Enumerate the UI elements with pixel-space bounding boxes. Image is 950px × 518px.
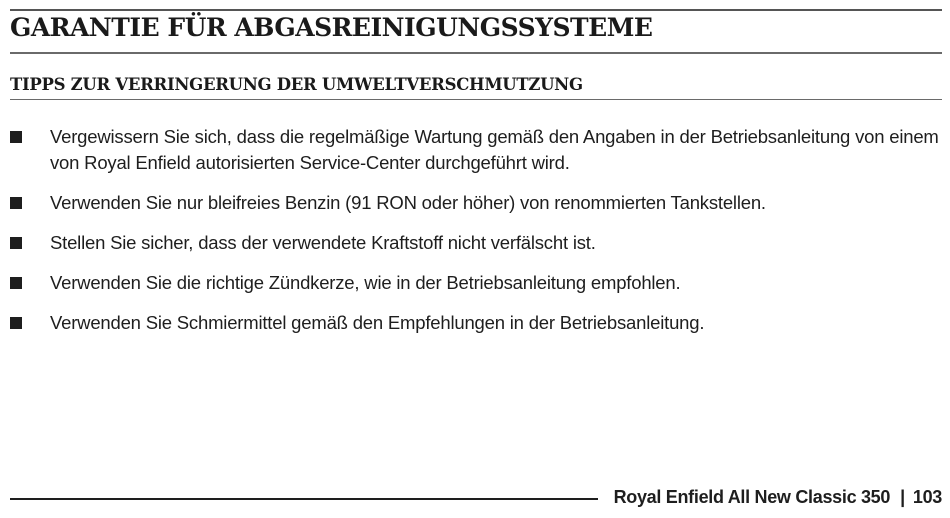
footer-rule [10, 498, 598, 500]
list-item-text: Verwenden Sie die richtige Zündkerze, wie in der Betriebsanleitung empfohlen. [50, 272, 681, 293]
title-divider [10, 52, 942, 54]
footer-manual-title: Royal Enfield All New Classic 350 [613, 487, 891, 507]
list-item [0, 230, 950, 256]
square-bullet-icon [10, 317, 22, 329]
list-item [0, 124, 950, 176]
list-item-text: Verwenden Sie Schmiermittel gemäß den Empfehlungen in der Betriebsanleitung. [50, 312, 705, 333]
square-bullet-icon [10, 277, 22, 289]
list-item [0, 270, 950, 296]
list-item [0, 310, 950, 336]
section-heading: TIPPS ZUR VERRINGERUNG DER UMWELTVERSCHMUTZUNG [10, 75, 583, 94]
tips-list [0, 124, 950, 350]
top-rule [10, 9, 942, 11]
section-divider [10, 99, 942, 100]
list-item-text: Stellen Sie sicher, dass der verwendete Kraftstoff nicht verfälscht ist. [50, 232, 596, 253]
page-title: GARANTIE FÜR ABGASREINIGUNGSSYSTEME [10, 13, 653, 42]
square-bullet-icon [10, 131, 22, 143]
list-item-text: Verwenden Sie nur bleifreies Benzin (91 RON oder höher) von renommierten Tankstellen. [50, 192, 766, 213]
list-item [0, 190, 950, 216]
page-footer [614, 487, 942, 508]
page-number: 103 [912, 487, 942, 507]
footer-separator: | [900, 487, 905, 507]
square-bullet-icon [10, 197, 22, 209]
list-item-text: Vergewissern Sie sich, dass die regelmäßige Wartung gemäß den Angaben in der Betriebsanleitung von einem von Royal Enfield autorisierten Service-Center durchgeführt wird. [50, 126, 939, 173]
square-bullet-icon [10, 237, 22, 249]
